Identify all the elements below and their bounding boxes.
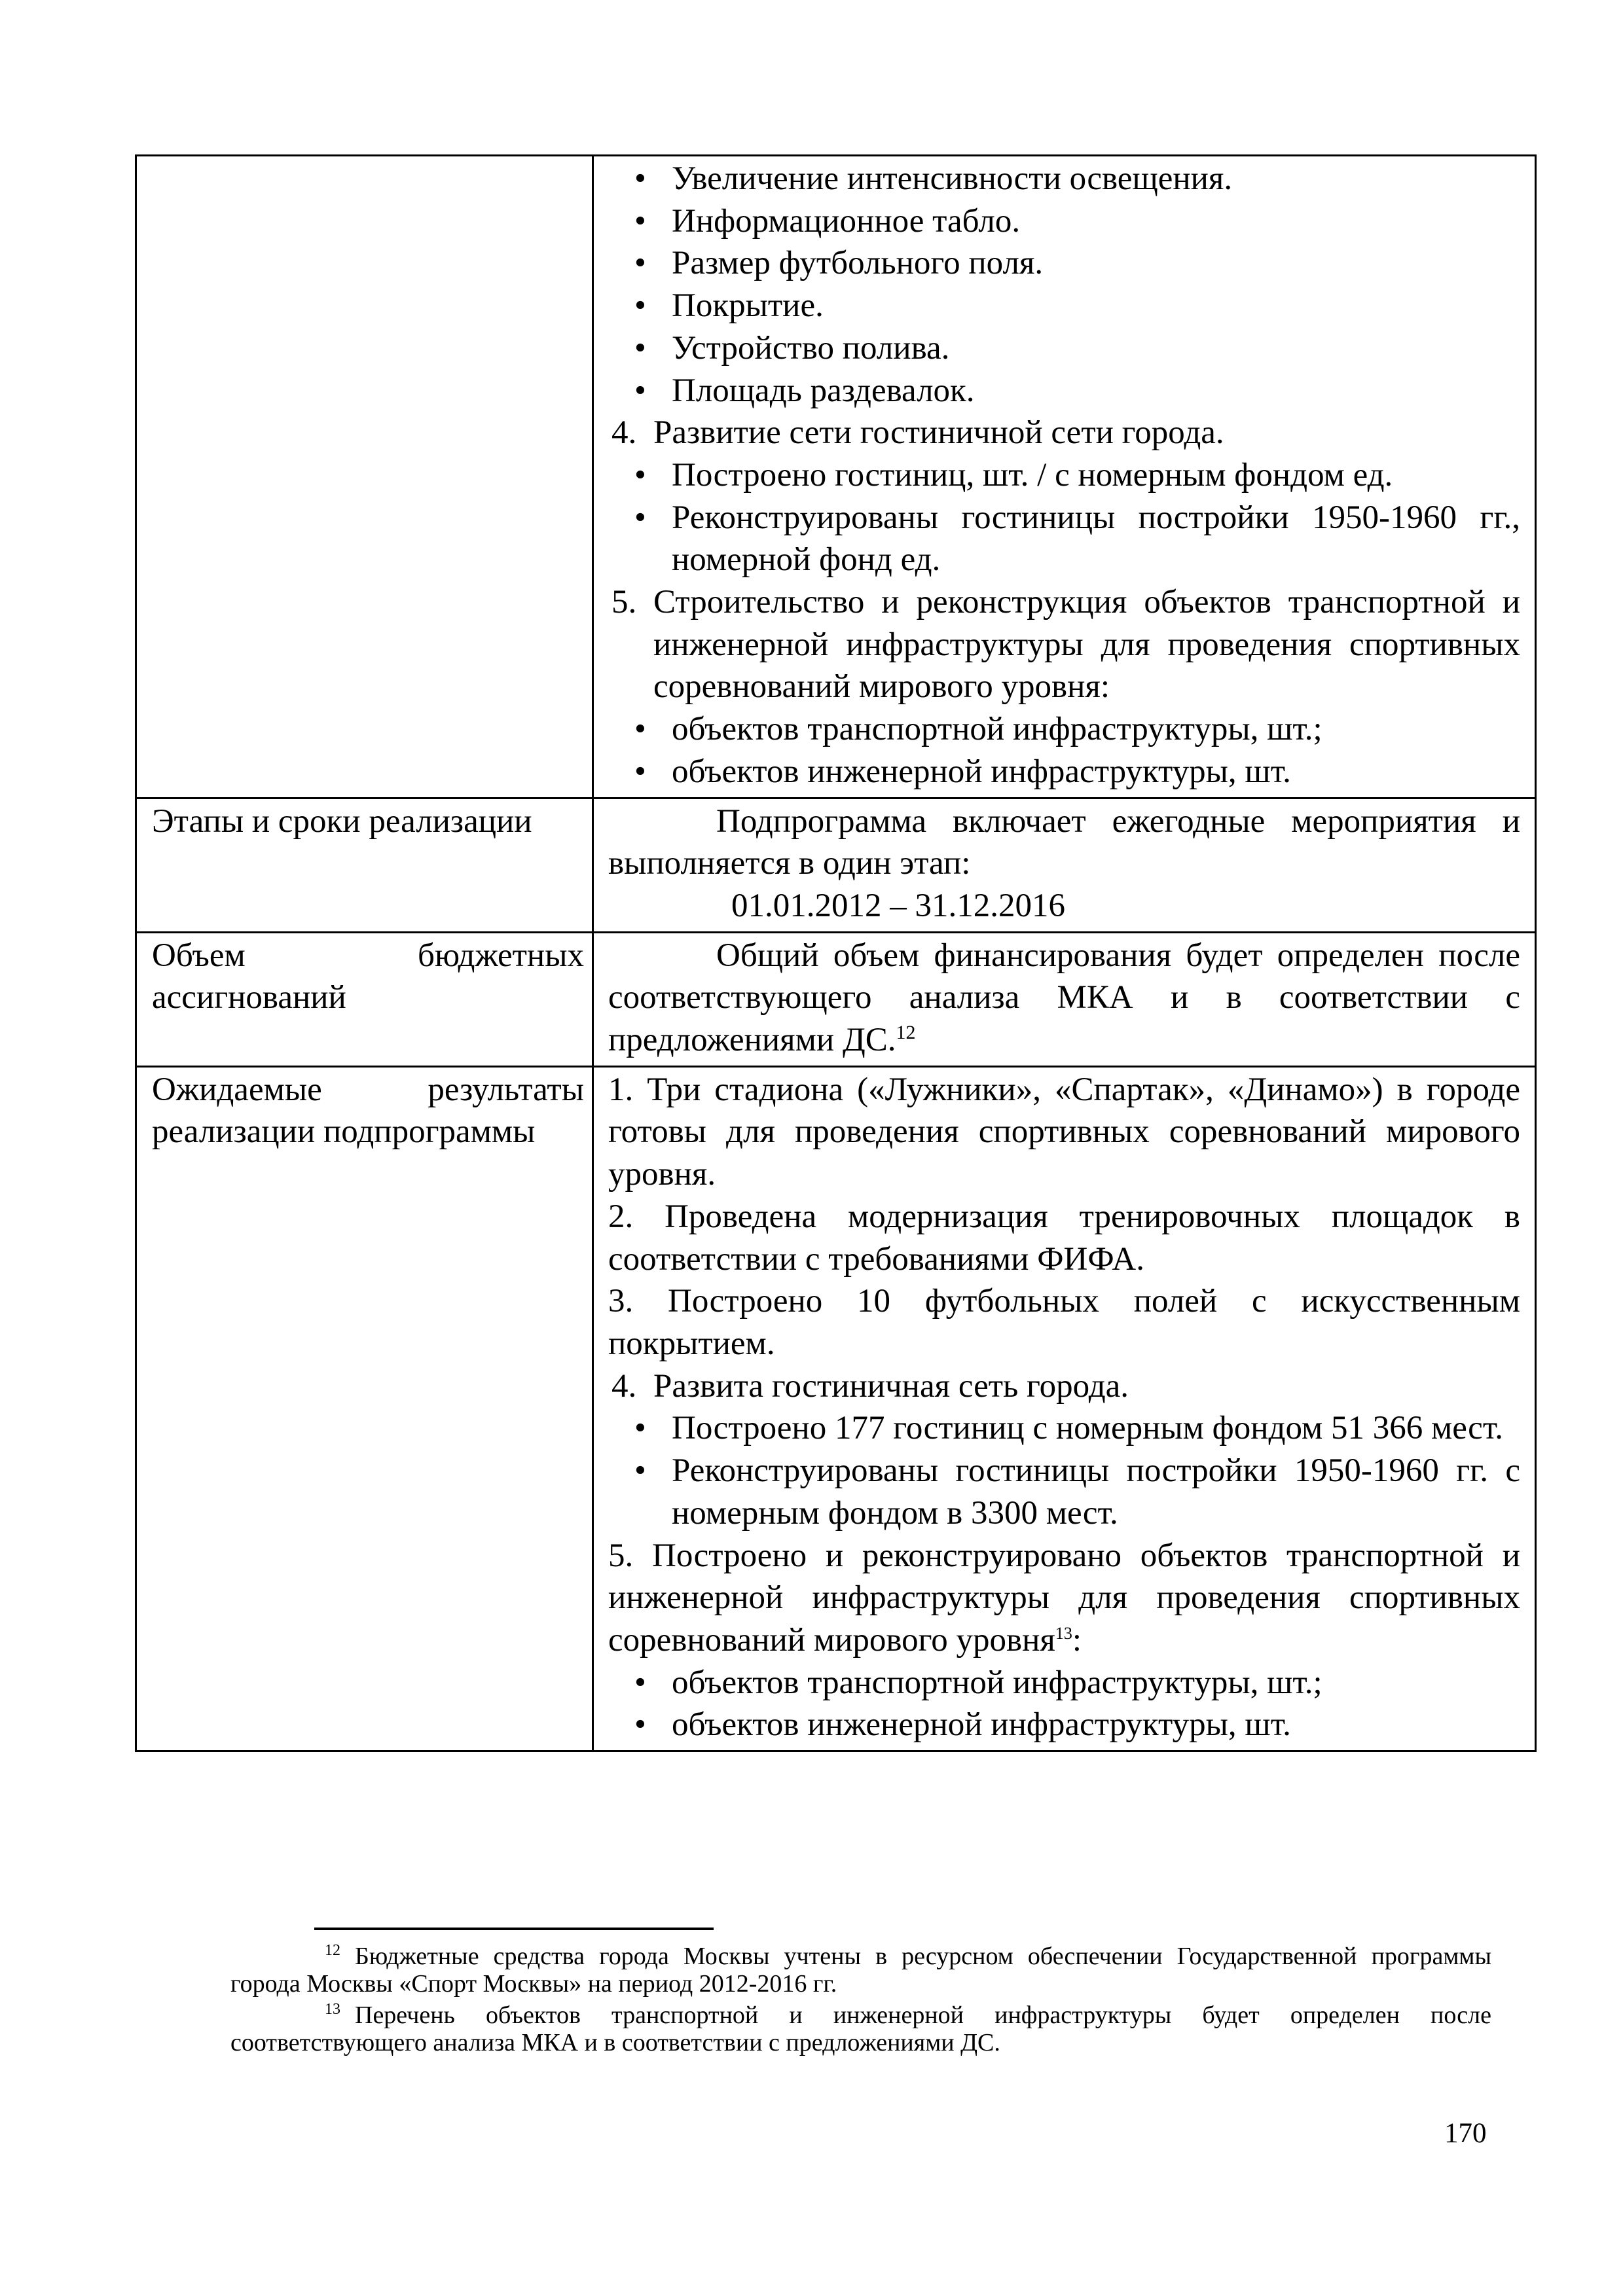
bullet-list [608, 708, 1520, 793]
result-paragraph [608, 1069, 1520, 1196]
list-item: • Размер футбольного поля. [608, 242, 1520, 285]
budget-text-body: Общий объем финансирования будет определен после соответствующего анализа МКА и в соответствии с предложениями ДС. [608, 937, 1520, 1059]
numbered-item [608, 581, 1520, 708]
table-row [136, 1066, 1536, 1751]
list-item: • Построено гостиниц, шт. / с номерным фондом ед. [608, 454, 1520, 497]
item-number: 5. [611, 584, 637, 621]
item-text: Построено и реконструировано объектов транспортной и инженерной инфраструктуры для проведения спортивных соревнований мирового уровня [608, 1537, 1520, 1659]
row-label-text: Объем бюджетных ассигнований [152, 937, 584, 1016]
list-item: • Устройство полива. [608, 327, 1520, 370]
list-item: • объектов инженерной инфраструктуры, шт. [608, 1704, 1520, 1746]
label-cell-empty [136, 156, 593, 798]
footnote-text: Бюджетные средства города Москвы учтены в ресурсном обеспечении Государственной программы города Москвы «Спорт Москвы» на период 2012-2016 гг. [230, 1943, 1491, 1998]
content-cell [593, 1066, 1536, 1751]
list-item: • Площадь раздевалок. [608, 370, 1520, 412]
row-label: Этапы и сроки реализации [136, 798, 593, 932]
stage-text: Подпрограмма включает ежегодные мероприятия и выполняется в один этап: [608, 802, 1520, 882]
program-passport-table [135, 154, 1537, 1752]
item-text: Построено 10 футбольных полей с искусственным покрытием. [608, 1283, 1521, 1362]
dates-range: 01.01.2012 – 31.12.2016 [731, 887, 1065, 924]
bullet-list [608, 1407, 1520, 1534]
item-number: 3. [608, 1283, 634, 1320]
footnote-ref: 12 [896, 1022, 916, 1044]
item-text: Развитие сети гостиничной сети города. [653, 414, 1224, 452]
item-text: Проведена модернизация тренировочных площадок в соответствии с требованиями ФИФА. [608, 1198, 1520, 1278]
footnote-ref: 13 [1055, 1623, 1072, 1643]
footnote-number: 13 [325, 2001, 340, 2018]
footnote-separator [314, 1928, 714, 1930]
item-number: 1. [608, 1071, 634, 1108]
bullet-list [608, 158, 1520, 412]
footnote [230, 1943, 1491, 1998]
item-number: 2. [608, 1198, 634, 1235]
numbered-item [608, 1365, 1520, 1408]
footnote [230, 2001, 1491, 2056]
footnote-text: Перечень объектов транспортной и инженерной инфраструктуры будет определен после соответствующего анализа МКА и в соответствии с предложениями ДС. [230, 2001, 1491, 2056]
row-label [136, 932, 593, 1066]
list-item: • Построено 177 гостиниц с номерным фондом 51 366 мест. [608, 1407, 1520, 1450]
item-number: 4. [611, 1367, 637, 1405]
bullet-list [608, 1662, 1520, 1746]
result-paragraph [608, 1196, 1520, 1280]
item-tail: : [1072, 1621, 1082, 1659]
list-item: • Реконструированы гостиницы постройки 1950-1960 гг. с номерным фондом в 3300 мест. [608, 1450, 1520, 1534]
item-text: Три стадиона («Лужники», «Спартак», «Динамо») в городе готовы для проведения спортивных соревнований мирового уровня. [608, 1071, 1521, 1193]
list-item: • объектов транспортной инфраструктуры, шт.; [608, 708, 1520, 751]
result-paragraph [608, 1280, 1520, 1365]
item-number: 5. [608, 1537, 634, 1574]
footnote-number: 12 [325, 1942, 340, 1960]
item-number: 4. [611, 414, 637, 452]
content-cell [593, 798, 1536, 932]
list-item: • Покрытие. [608, 285, 1520, 327]
item-text: Развита гостиничная сеть города. [653, 1367, 1129, 1405]
row-label [136, 1066, 593, 1751]
footnotes [230, 1943, 1491, 2060]
list-item: • Информационное табло. [608, 200, 1520, 243]
numbered-item [608, 412, 1520, 454]
list-item: • Увеличение интенсивности освещения. [608, 158, 1520, 200]
content-cell [593, 156, 1536, 798]
budget-text [608, 935, 1520, 1062]
page-number: 170 [1444, 2118, 1487, 2149]
table-row [136, 156, 1536, 798]
list-item: • Реконструированы гостиницы постройки 1950-1960 гг., номерной фонд ед. [608, 497, 1520, 581]
bullet-list [608, 454, 1520, 581]
row-label-text: Ожидаемые результаты реализации подпрограммы [152, 1071, 584, 1151]
item-text: Строительство и реконструкция объектов транспортной и инженерной инфраструктуры для проведения спортивных соревнований мирового уровня: [653, 584, 1520, 706]
result-paragraph [608, 1535, 1520, 1662]
table-row [136, 932, 1536, 1066]
list-item: • объектов инженерной инфраструктуры, шт. [608, 751, 1520, 793]
table-row [136, 798, 1536, 932]
content-cell [593, 932, 1536, 1066]
list-item: • объектов транспортной инфраструктуры, шт.; [608, 1662, 1520, 1704]
